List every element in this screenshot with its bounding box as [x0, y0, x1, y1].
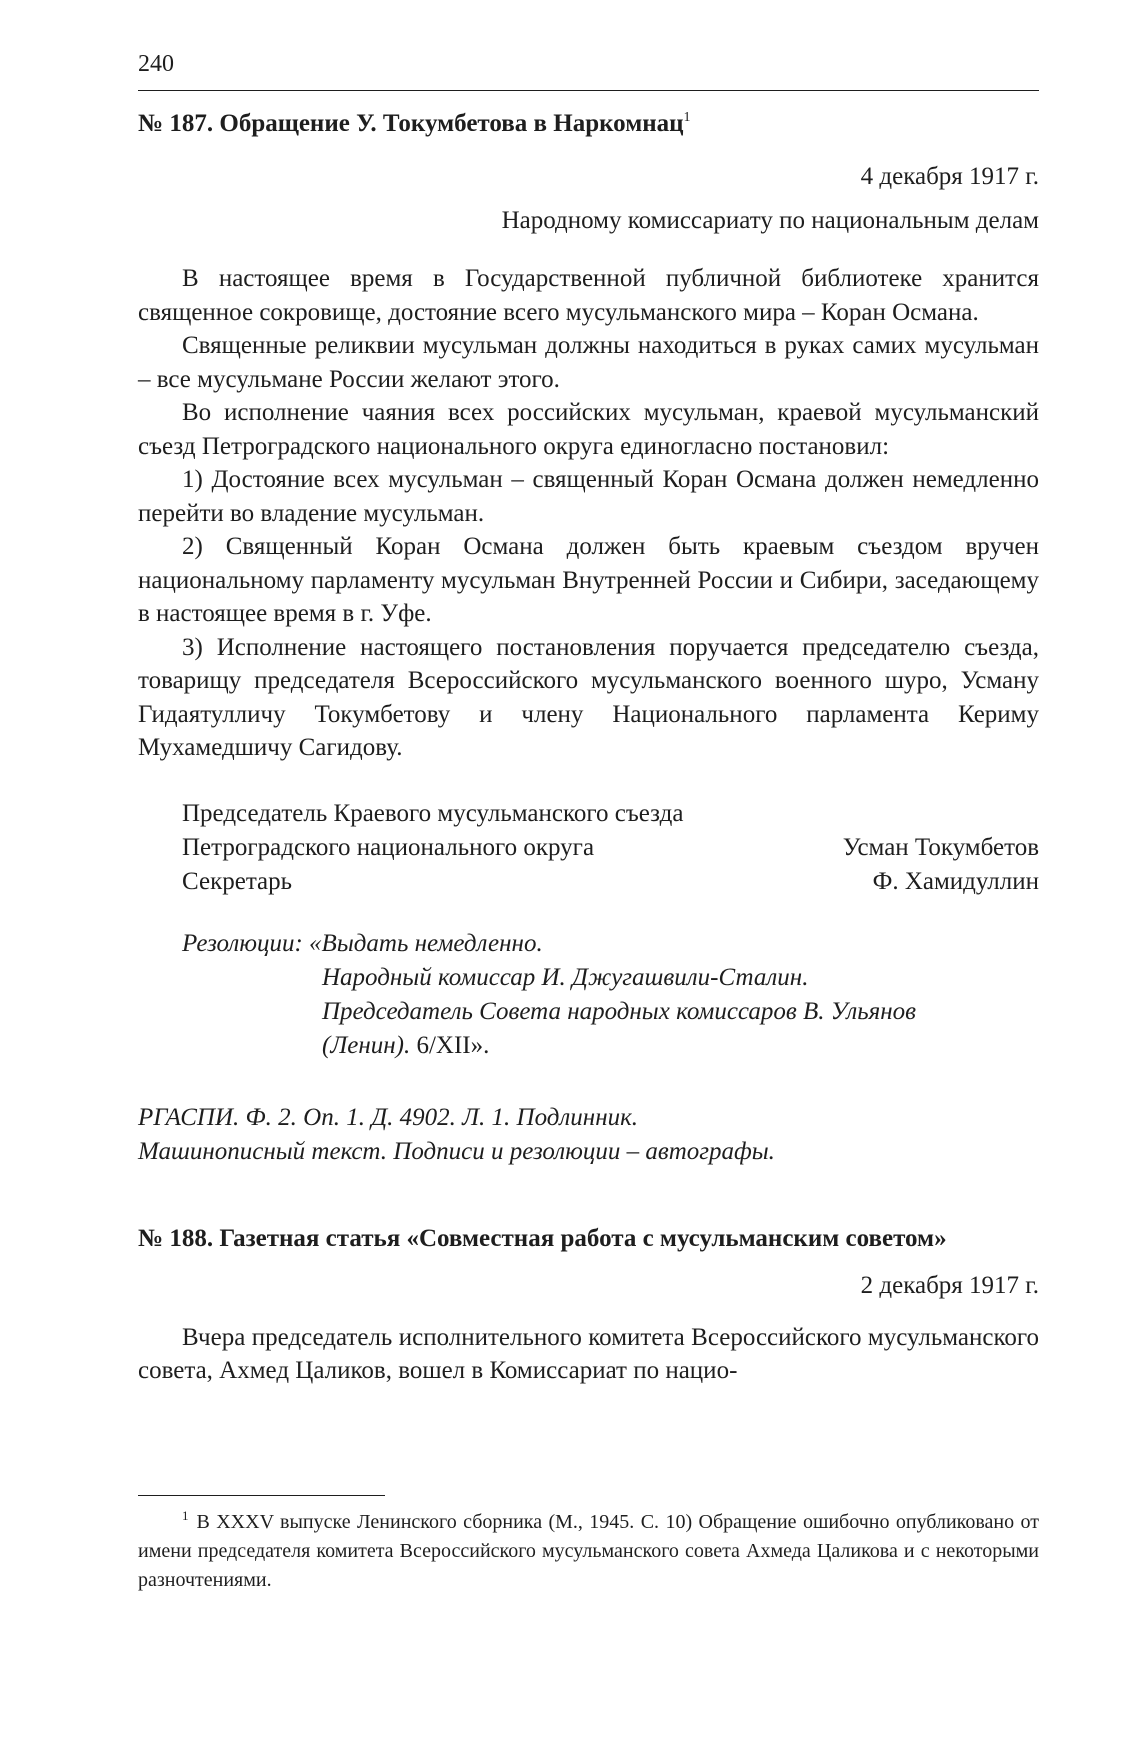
- doc-187-paragraph: Священные реликвии мусульман должны находиться в руках самих мусульман – все мусульмане России желают этого.: [138, 332, 1039, 393]
- doc-187-paragraph: 3) Исполнение настоящего постановления поручается председателю съезда, товарищу председателя Всероссийского мусульманского военного шуро, Усману Гидаятулличу Токумбетову и члену Национального парламента Кериму Мухамедшичу Сагидову.: [138, 633, 1039, 761]
- doc-187-paragraph: Во исполнение чаяния всех российских мусульман, краевой мусульманский съезд Петроградского национального округа единогласно постановил:: [138, 399, 1039, 460]
- doc-187-title: [138, 106, 1039, 142]
- doc-188-title: [138, 1221, 1039, 1257]
- doc-187-paragraph: 1) Достояние всех мусульман – священный Коран Османа должен немедленно перейти во владение мусульман.: [138, 466, 1039, 527]
- signature-line: Председатель Краевого мусульманского съезда: [182, 799, 684, 827]
- resolution-line: Председатель Совета народных комиссаров В. Ульянов: [322, 997, 916, 1025]
- resolution-line: [138, 927, 1039, 961]
- footnote-rule: [138, 1495, 385, 1496]
- signature-row: [182, 865, 1039, 899]
- signature-row: [182, 831, 1039, 865]
- resolution-text: (Ленин).: [322, 1031, 411, 1059]
- signature-name: Ф. Хамидуллин: [872, 867, 1039, 895]
- page-content: [138, 106, 1039, 1388]
- footnote: [138, 1508, 1039, 1595]
- page-number: 240: [138, 51, 174, 77]
- doc-188-date: 2 декабря 1917 г.: [860, 1271, 1039, 1299]
- signature-position: Секретарь: [182, 867, 293, 895]
- archive-line: Машинописный текст. Подписи и резолюции – автографы.: [138, 1137, 775, 1165]
- header-rule: [138, 90, 1039, 91]
- doc-187-body: [138, 262, 1039, 765]
- resolution-label: Резолюции:: [182, 929, 303, 957]
- footnote-mark: 1: [182, 1508, 189, 1523]
- document-187: [138, 106, 1039, 1169]
- signature-name: Усман Токумбетов: [842, 833, 1039, 861]
- doc-187-title-text: № 187. Обращение У. Токумбетова в Наркомнац: [138, 110, 684, 137]
- resolution-text: «Выдать немедленно.: [309, 929, 543, 957]
- doc-187-date: 4 декабря 1917 г.: [860, 163, 1039, 190]
- footnote-text: В XXXV выпуске Ленинского сборника (М., 1945. С. 10) Обращение ошибочно опубликовано от имени председателя комитета Всероссийского мусульманского совета Ахмеда Цаликова и с некоторыми разночтениями.: [138, 1511, 1039, 1591]
- doc-187-paragraph: 2) Священный Коран Османа должен быть краевым съездом вручен национальному парламенту мусульман Внутренней России и Сибири, заседающему в настоящее время в г. Уфе.: [138, 533, 1039, 627]
- doc-188-title-text: Газетная статья «Совместная работа с мусульманским советом»: [219, 1224, 947, 1252]
- resolution-line: Народный комиссар И. Джугашвили-Сталин.: [322, 963, 809, 991]
- doc-187-addressee: Народному комиссариату по национальным делам: [501, 207, 1039, 234]
- document-188: [138, 1221, 1039, 1388]
- archive-line: РГАСПИ. Ф. 2. Оп. 1. Д. 4902. Л. 1. Подлинник.: [138, 1103, 639, 1131]
- doc-188-paragraph: Вчера председатель исполнительного комитета Всероссийского мусульманского совета, Ахмед Цаликов, вошел в Комиссариат по нацио-: [138, 1323, 1039, 1384]
- signature-block: [138, 797, 1039, 899]
- resolution-date: 6/XII».: [416, 1031, 490, 1059]
- archive-reference: [138, 1101, 1039, 1169]
- resolution-block: [138, 927, 1039, 1063]
- doc-188-title-number: № 188.: [138, 1224, 214, 1252]
- footnote-ref[interactable]: 1: [683, 110, 691, 125]
- doc-187-paragraph: В настоящее время в Государственной публичной библиотеке хранится священное сокровище, достояние всего мусульманского мира – Коран Османа.: [138, 265, 1039, 326]
- signature-position: Петроградского национального округа: [182, 833, 595, 861]
- resolution-line: [138, 1029, 1039, 1063]
